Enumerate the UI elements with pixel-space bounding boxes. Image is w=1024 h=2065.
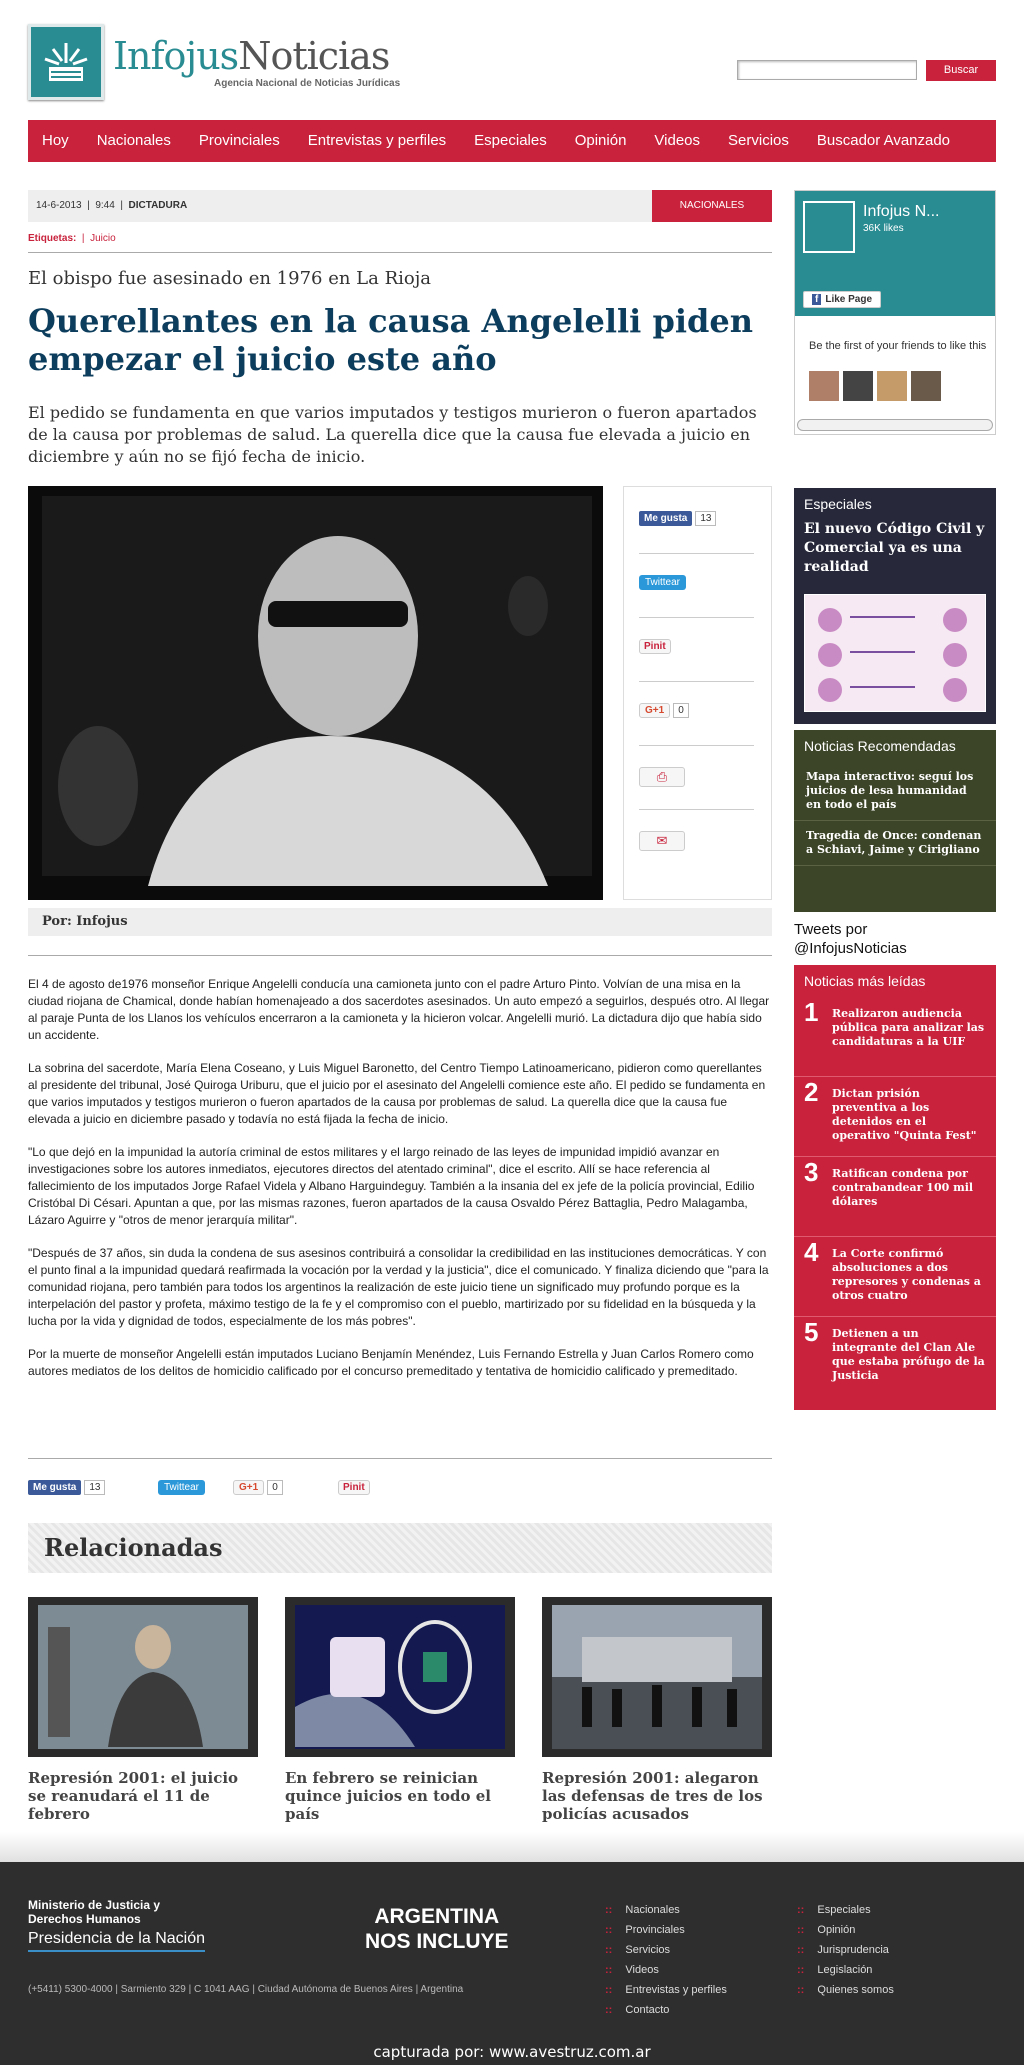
friend-avatar[interactable]	[809, 371, 839, 401]
footer-link[interactable]: :: Provinciales	[605, 1920, 727, 1940]
widget-title: Especiales	[804, 496, 872, 512]
item-number: 4	[804, 1237, 819, 1267]
footer-link[interactable]: :: Quienes somos	[797, 1980, 894, 2000]
related-caption[interactable]: Represión 2001: alegaron las defensas de tres de los policías acusados	[542, 1769, 763, 1823]
widget-title: Noticias Recomendadas	[804, 738, 956, 754]
article-lead: El pedido se fundamenta en que varios imputados y testigos murieron o fueron apartados de la causa por problemas de salud. La querella dice que la causa fue elevada a juicio en diciembre y aún no se fijó fecha de inicio.	[28, 403, 757, 466]
fb-like-page-button[interactable]	[803, 291, 881, 308]
article-body	[28, 976, 772, 1396]
item-title[interactable]: Detienen a un integrante del Clan Ale que estaba prófugo de la Justicia	[832, 1327, 985, 1382]
argentina-nos-incluye-logo[interactable]	[365, 1904, 509, 1954]
article-category[interactable]: DICTADURA	[128, 200, 188, 211]
item-title[interactable]: Realizaron audiencia pública para analizar las candidaturas a la UIF	[832, 1007, 985, 1048]
related-thumbnail[interactable]	[542, 1597, 772, 1757]
tweets-link[interactable]: Tweets por @InfojusNoticias	[794, 921, 907, 957]
fb-like-button[interactable]: Me gusta	[28, 1480, 81, 1495]
main-nav	[28, 120, 996, 162]
fb-like-button[interactable]: Me gusta	[639, 511, 692, 526]
gplus-count: 0	[267, 1480, 283, 1495]
fb-cover-image[interactable]	[795, 191, 995, 316]
tags: Etiquetas: | Juicio	[28, 233, 116, 244]
article-kicker: El obispo fue asesinado en 1976 en La Rioja	[28, 268, 432, 289]
item-title[interactable]: Dictan prisión preventiva a los detenidos en el operativo "Quinta Fest"	[832, 1087, 977, 1142]
related-item[interactable]	[542, 1597, 772, 1823]
logo-name-a: Infojus	[113, 34, 239, 78]
related-thumbnail[interactable]	[285, 1597, 515, 1757]
divider	[639, 553, 754, 554]
footer-link[interactable]: :: Legislación	[797, 1960, 894, 1980]
fb-page-avatar[interactable]	[803, 201, 855, 253]
especiales-widget	[794, 488, 996, 724]
email-icon[interactable]: ✉	[639, 831, 685, 851]
nav-item-hoy[interactable]: Hoy	[42, 132, 69, 149]
gplus-button[interactable]: G+1	[233, 1480, 264, 1495]
footer-shadow	[0, 1832, 1024, 1862]
footer-link[interactable]: :: Opinión	[797, 1920, 894, 1940]
fb-page-likes: 36K likes	[863, 223, 904, 234]
fb-like-count: 13	[84, 1480, 105, 1495]
recomendada-item[interactable]: Mapa interactivo: seguí los juicios de lesa humanidad en todo el país	[794, 762, 996, 821]
article-paragraph: "Lo que dejó en la impunidad la autoría criminal de estos militares y el largo reinado de las leyes de impunidad impidió avanzar en investigaciones sobre los autores inmediatos, ejecutores directos del atentado criminal", dice el escrito. Allí se hace referencia al fallecimiento de los imputados Jorge Rafael Videla y Albano Harguindeguy. También a la insania del ex jefe de la policía provincial, Edilio Cristóbal Di Césari. Apuntan a que, por las mismas razones, fueron apartados de la causa Osvaldo Pérez Battaglia, Pedro Malagamba, Lázaro Aguirre y "otros de menor jerarquía militar".	[28, 1145, 755, 1227]
facebook-page-widget	[794, 190, 996, 435]
related-caption[interactable]: Represión 2001: el juicio se reanudará el 11 de febrero	[28, 1769, 239, 1823]
friend-avatar[interactable]	[843, 371, 873, 401]
nav-item-opinion[interactable]: Opinión	[574, 132, 627, 149]
related-item[interactable]	[28, 1597, 258, 1823]
facebook-like[interactable]	[639, 511, 716, 526]
mas-leida-item[interactable]	[794, 1237, 996, 1317]
logo-name-b: Noticias	[238, 34, 390, 78]
gplus-count: 0	[673, 703, 689, 718]
nav-item-provinciales[interactable]: Provinciales	[198, 132, 280, 149]
article-paragraph: El 4 de agosto de1976 monseñor Enrique Angelelli conducía una camioneta junto con el padre Arturo Pinto. Volvían de una misa en la ciudad riojana de Chamical, donde habían homenajeado a dos sacerdotes asesinados. Un auto empezó a seguirlos, después otro. Al llegar al paraje Punta de los Llanos los vehículos encerraron a la camioneta y la hicieron volcar. Angelelli murió. La dictadura dijo que había sido un accidente.	[28, 977, 770, 1042]
nav-item-especiales[interactable]: Especiales	[474, 132, 547, 149]
nav-item-buscador[interactable]: Buscador Avanzado	[816, 132, 951, 149]
article-paragraph: La sobrina del sacerdote, María Elena Coseano, y Luis Miguel Baronetto, del Centro Tiempo Latinoamericano, pidieron como querellantes al presidente del tribunal, José Quiroga Uriburu, que el juicio por el asesinato del Angelelli comience este año. El pedido se fundamenta en que varios imputados y testigos murieron o fueron apartados de la causa por problemas de salud. La querella dice que la causa fue elevada a juicio en diciembre pasado y todavía no está fijada la fecha de inicio.	[28, 1061, 766, 1126]
item-number: 1	[804, 997, 819, 1027]
print-icon[interactable]: ⎙	[639, 767, 685, 787]
article-paragraph: "Después de 37 años, sin duda la condena de sus asesinos contribuirá a consolidar la credibilidad en las instituciones democráticas. Y con el punto final a la impunidad quedará reafirmada la vocación por la verdad y la justicia", dice el comunicado. Y finaliza diciendo que "para la comunidad riojana, pero también para todos los argentinos la realización de este juicio tiene un significado muy profundo porque es la interpelación del pastor y profeta, máximo testigo de la fe y el compromiso con el pueblo, martirizado por su fidelidad en la búsqueda y la lucha por la vida y dignidad de todos, especialmente de los más pobres".	[28, 1246, 769, 1328]
site-logo[interactable]	[28, 24, 401, 100]
related-item[interactable]	[285, 1597, 515, 1823]
mas-leida-item[interactable]	[794, 997, 996, 1077]
nav-item-entrevistas[interactable]: Entrevistas y perfiles	[307, 132, 447, 149]
footer-links-col2	[797, 1900, 894, 2000]
divider	[639, 809, 754, 810]
footer-link[interactable]: :: Videos	[605, 1960, 727, 1980]
related-heading: Relacionadas	[28, 1523, 772, 1573]
especiales-image[interactable]	[804, 594, 986, 712]
widget-title: Noticias más leídas	[804, 973, 926, 989]
recomendada-item[interactable]: Tragedia de Once: condenan a Schiavi, Jaime y Cirigliano	[794, 821, 996, 866]
divider	[28, 252, 772, 253]
capture-watermark: capturada por: www.avestruz.com.ar	[373, 2043, 651, 2061]
nav-item-videos[interactable]: Videos	[654, 132, 701, 149]
mas-leidas-widget	[794, 965, 996, 1410]
footer-address: (+5411) 5300-4000 | Sarmiento 329 | C 1041 AAG | Ciudad Autónoma de Buenos Aires | Argentina	[28, 1984, 464, 1995]
facebook-icon: f	[812, 294, 821, 305]
fb-like-count: 13	[695, 511, 716, 526]
nos-incluye-text: NOS INCLUYE	[365, 1930, 509, 1953]
divider	[639, 745, 754, 746]
ministry-name[interactable]: Ministerio de Justicia y Derechos Humanos	[28, 1898, 161, 1926]
fb-like-page-label: Like Page	[825, 294, 873, 305]
site-header	[0, 0, 1024, 118]
friend-avatar[interactable]	[877, 371, 907, 401]
divider	[639, 617, 754, 618]
item-number: 3	[804, 1157, 819, 1187]
divider	[28, 955, 772, 956]
search-input[interactable]	[737, 60, 917, 80]
article-title: Querellantes en la causa Angelelli piden empezar el juicio este año	[28, 302, 753, 378]
share-bar-bottom	[28, 1480, 772, 1506]
tag-link[interactable]: Juicio	[90, 233, 116, 244]
mas-leida-item[interactable]	[794, 1077, 996, 1157]
footer-link[interactable]: :: Servicios	[605, 1940, 727, 1960]
footer-link[interactable]: :: Especiales	[797, 1900, 894, 1920]
tweet-button[interactable]: Twittear	[158, 1480, 205, 1495]
item-number: 5	[804, 1317, 819, 1347]
tags-label: Etiquetas:	[28, 233, 77, 244]
logo-subtitle: Agencia Nacional de Noticias Jurídicas	[214, 78, 401, 89]
recomendadas-widget	[794, 730, 996, 912]
pinit-button[interactable]: Pinit	[338, 1480, 370, 1495]
presidencia-logo[interactable]: Presidencia de la Nación	[28, 1930, 205, 1952]
item-title[interactable]: Ratifican condena por contrabandear 100 mil dólares	[832, 1167, 974, 1208]
tweet-button[interactable]: Twittear	[639, 575, 686, 590]
logo-title	[113, 34, 389, 78]
article-author: Por: Infojus	[28, 908, 772, 936]
footer-links-col1	[605, 1900, 727, 2020]
footer-link[interactable]: :: Jurisprudencia	[797, 1940, 894, 1960]
footer-link[interactable]: :: Contacto	[605, 2000, 727, 2020]
divider	[639, 681, 754, 682]
article-date: 14-6-2013	[36, 200, 82, 211]
share-panel	[623, 486, 772, 900]
nav-item-servicios[interactable]: Servicios	[728, 132, 789, 149]
search-button[interactable]: Buscar	[926, 60, 996, 81]
section-badge[interactable]: NACIONALES	[652, 190, 772, 222]
fb-scrollbar[interactable]	[797, 419, 993, 431]
item-title[interactable]: La Corte confirmó absoluciones a dos represores y condenas a otros cuatro	[832, 1247, 981, 1302]
article-paragraph: Por la muerte de monseñor Angelelli están imputados Luciano Benjamín Menéndez, Luis Fernando Estrella y Juan Carlos Romero como autores mediatos de los delitos de homicidio calificado por el concurso premeditado y tentativa de homicidio calificado y premeditado.	[28, 1347, 754, 1378]
article-photo	[28, 486, 603, 900]
friend-avatar[interactable]	[911, 371, 941, 401]
logo-emblem-icon	[28, 24, 104, 100]
site-footer	[0, 1862, 1024, 2065]
fb-friends-text: Be the first of your friends to like this	[809, 340, 987, 352]
argentina-text: ARGENTINA	[374, 1905, 500, 1928]
related-caption[interactable]: En febrero se reinician quince juicios en todo el país	[285, 1769, 491, 1823]
especiales-headline[interactable]: El nuevo Código Civil y Comercial ya es una realidad	[804, 521, 985, 575]
fb-page-name[interactable]: Infojus N...	[863, 203, 940, 220]
nav-item-nacionales[interactable]: Nacionales	[96, 132, 171, 149]
gplus-button[interactable]: G+1	[639, 703, 670, 718]
article-time: 9:44	[95, 200, 115, 211]
mas-leida-item[interactable]	[794, 1317, 996, 1397]
item-number: 2	[804, 1077, 819, 1107]
mas-leida-item[interactable]	[794, 1157, 996, 1237]
divider	[28, 1458, 772, 1459]
footer-link[interactable]: :: Nacionales	[605, 1900, 727, 1920]
related-thumbnail[interactable]	[28, 1597, 258, 1757]
article-meta: 14-6-2013 | 9:44 | DICTADURA	[28, 190, 772, 222]
footer-link[interactable]: :: Entrevistas y perfiles	[605, 1980, 727, 2000]
pinit-button[interactable]: Pinit	[639, 639, 671, 654]
